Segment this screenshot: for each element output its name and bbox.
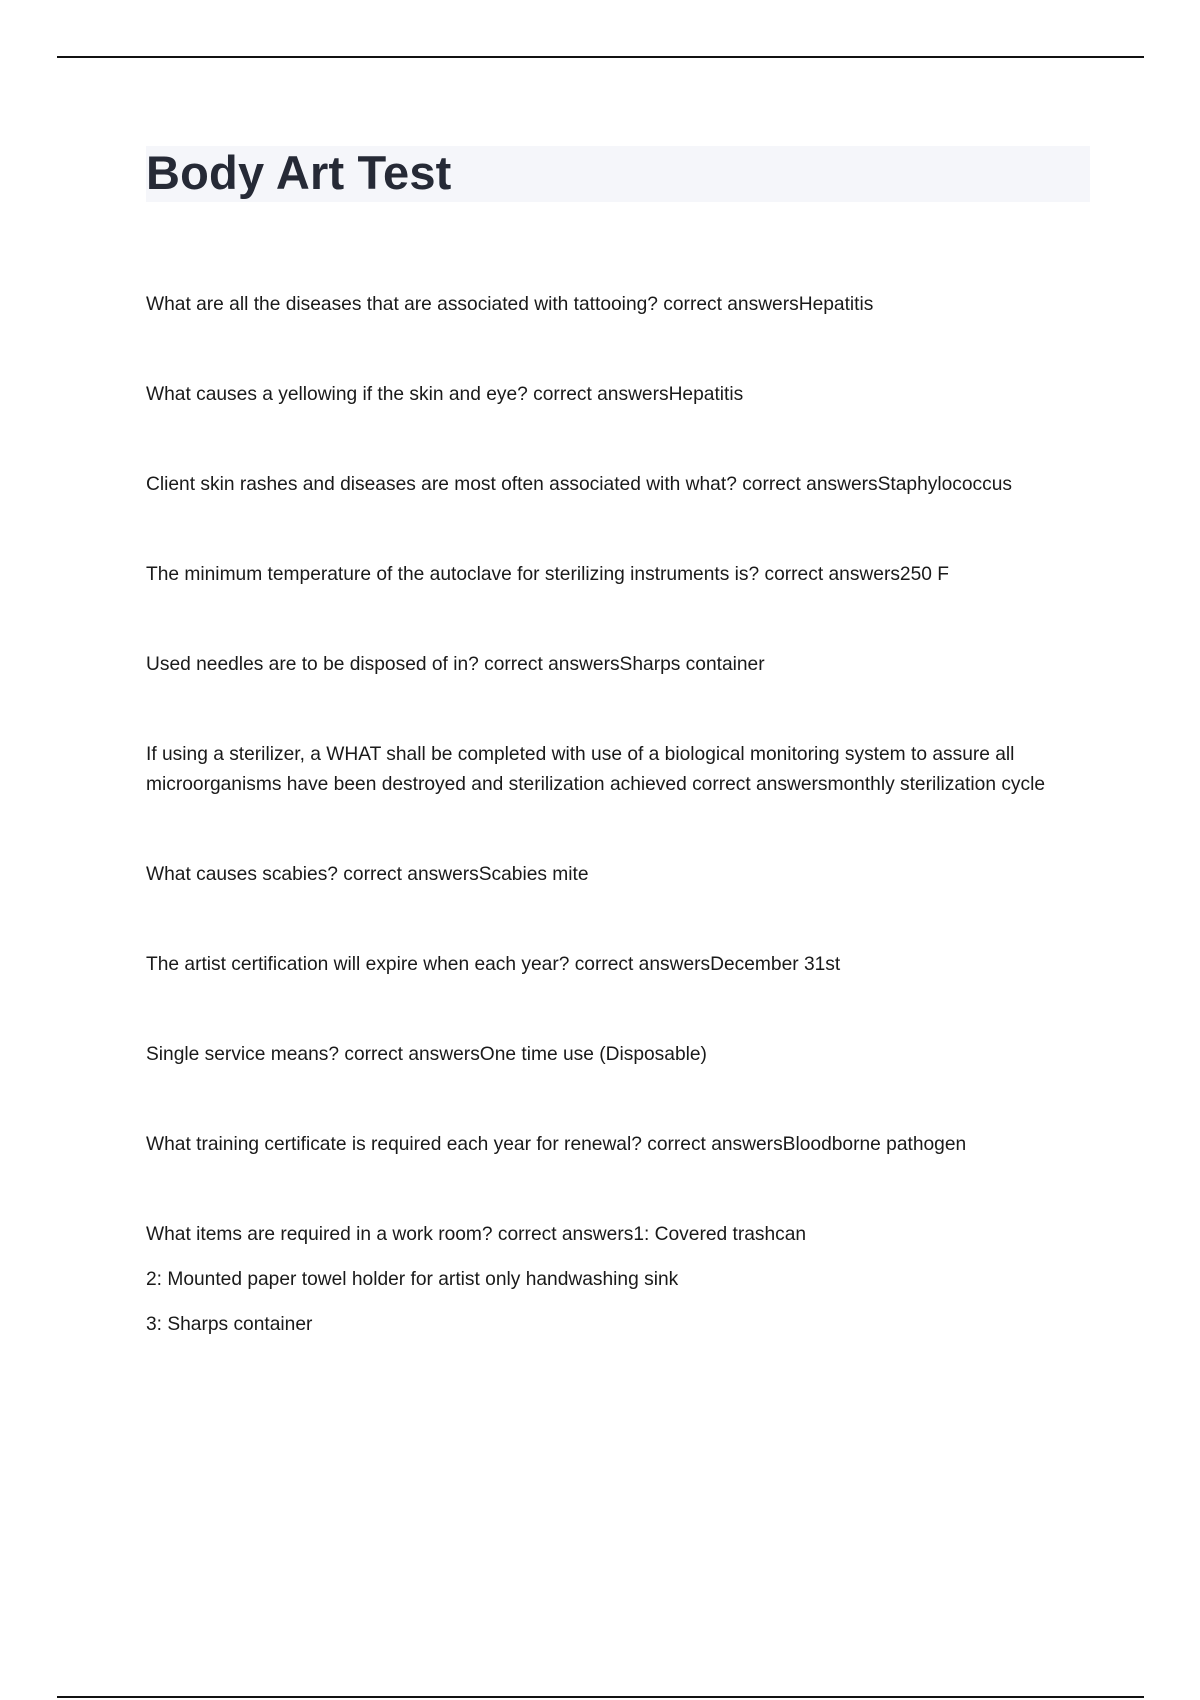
qa-item: What are all the diseases that are associated with tattooing? correct answersHepatitis [146,294,874,315]
page-title: Body Art Test [146,146,452,199]
qa-line: What items are required in a work room? correct answers1: Covered trashcan [146,1224,807,1245]
qa-item: Single service means? correct answersOne time use (Disposable) [146,1044,707,1065]
qa-list [146,290,1090,1400]
qa-item: What training certificate is required each year for renewal? correct answersBloodborne pathogen [146,1134,967,1155]
qa-item: Used needles are to be disposed of in? correct answersSharps container [146,654,765,675]
qa-item-work-room [146,1220,1090,1340]
qa-item: What causes scabies? correct answersScabies mite [146,864,589,885]
qa-line: 2: Mounted paper towel holder for artist only handwashing sink [146,1269,679,1290]
qa-item: The artist certification will expire when each year? correct answersDecember 31st [146,954,841,975]
qa-item: The minimum temperature of the autoclave for sterilizing instruments is? correct answers250 F [146,564,949,585]
bottom-rule [57,1696,1144,1698]
qa-item: What causes a yellowing if the skin and eye? correct answersHepatitis [146,384,744,405]
qa-line: 3: Sharps container [146,1314,313,1335]
top-rule [57,56,1144,58]
qa-item: If using a sterilizer, a WHAT shall be completed with use of a biological monitoring system to assure all microorganisms have been destroyed and sterilization achieved correct answersmonthly sterilization cycle [146,744,1046,795]
qa-item: Client skin rashes and diseases are most often associated with what? correct answersStaphylococcus [146,474,1012,495]
